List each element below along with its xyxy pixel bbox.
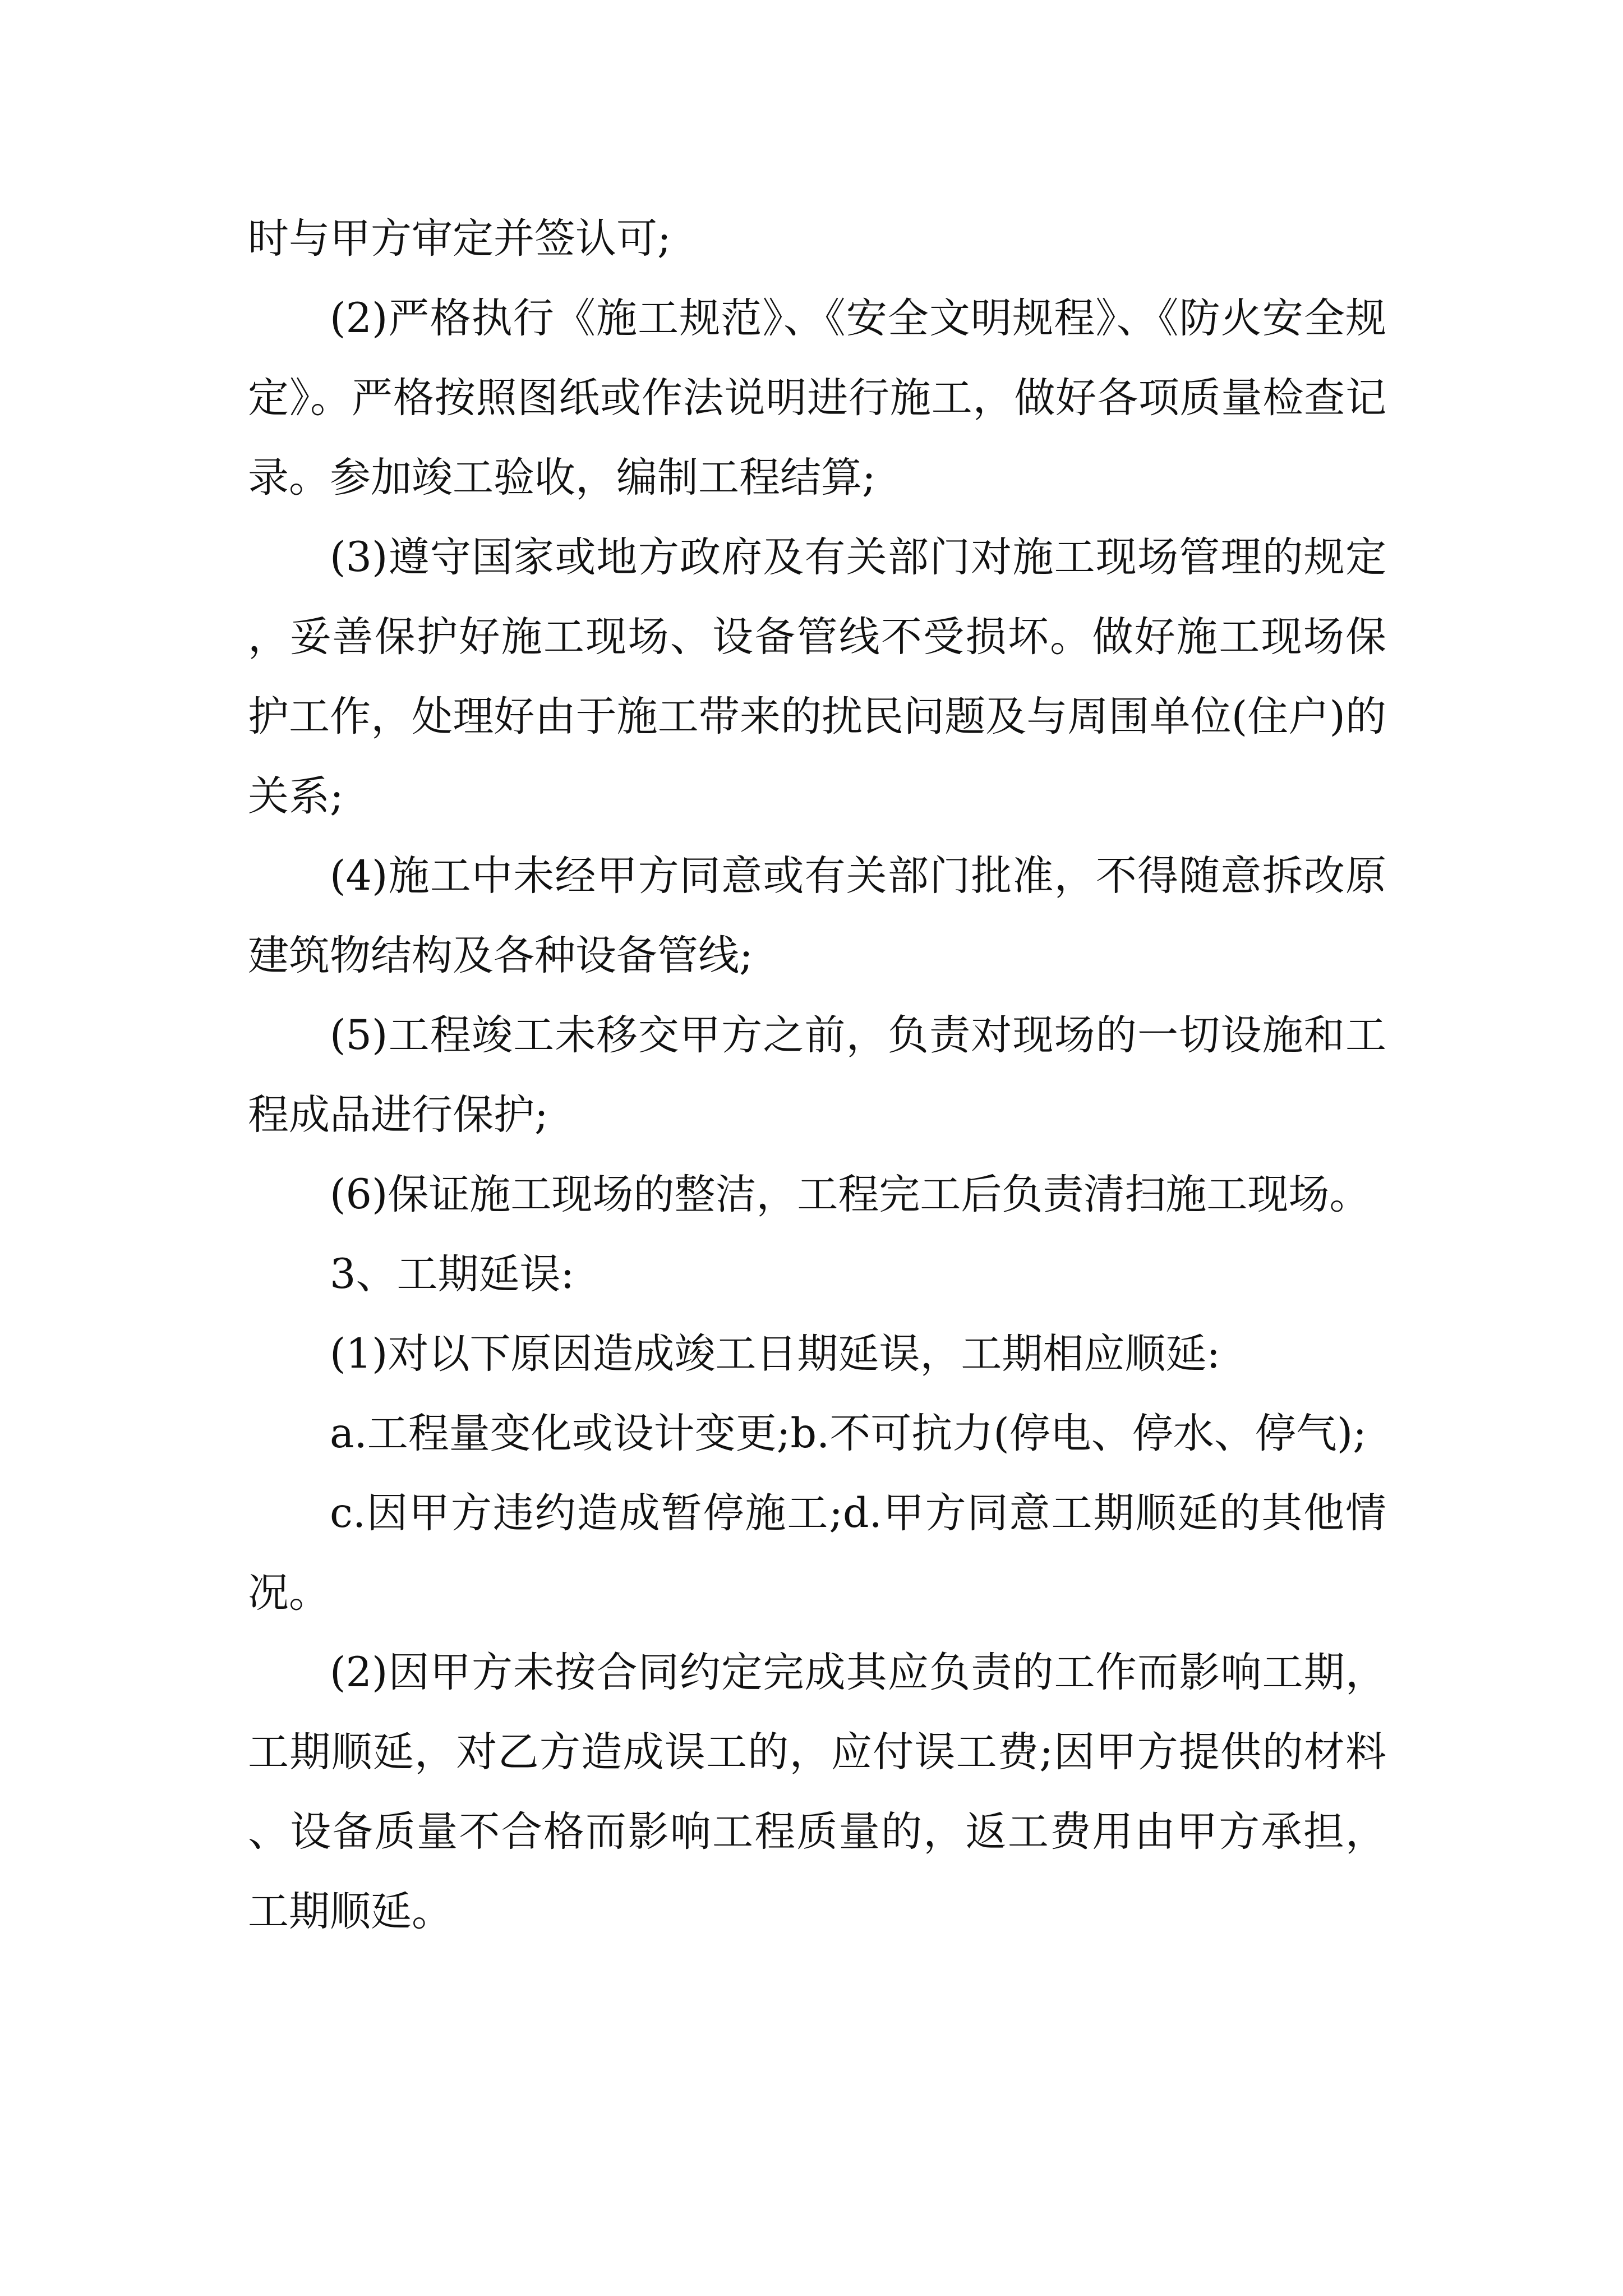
paragraph-item-2: (2)严格执行《施工规范》、《安全文明规程》、《防火安全规定》。严格按照图纸或作法说明进行施工，做好各项质量检查记录。参加竣工验收，编制工程结算;: [248, 295, 1386, 501]
document-body: [248, 199, 1386, 1952]
paragraph-item-3: (3)遵守国家或地方政府及有关部门对施工现场管理的规定，妥善保护好施工现场、设备管线不受损坏。做好施工现场保护工作，处理好由于施工带来的扰民问题及与周围单位(住户)的关系;: [248, 533, 1386, 820]
paragraph-delay-c-d: c.因甲方违约造成暂停施工;d.甲方同意工期顺延的其他情况。: [248, 1489, 1386, 1617]
paragraph-item-6: (6)保证施工现场的整洁，工程完工后负责清扫施工现场。: [330, 1171, 1371, 1218]
paragraph-continuation: 时与甲方审定并签认可;: [248, 215, 671, 263]
paragraph-item-4: (4)施工中未经甲方同意或有关部门批准，不得随意拆改原建筑物结构及各种设备管线;: [248, 852, 1386, 979]
paragraph-delay-a-b: a.工程量变化或设计变更;b.不可抗力(停电、停水、停气);: [330, 1410, 1367, 1457]
section-heading-delay: 3、工期延误:: [330, 1250, 575, 1298]
paragraph-delay-1: (1)对以下原因造成竣工日期延误，工期相应顺延:: [330, 1330, 1220, 1378]
paragraph-delay-2: (2)因甲方未按合同约定完成其应负责的工作而影响工期，工期顺延，对乙方造成误工的，应付误工费;因甲方提供的材料、设备质量不合格而影响工程质量的，返工费用由甲方承担，工期顺延。: [248, 1649, 1386, 1935]
paragraph-item-5: (5)工程竣工未移交甲方之前，负责对现场的一切设施和工程成品进行保护;: [248, 1011, 1386, 1139]
